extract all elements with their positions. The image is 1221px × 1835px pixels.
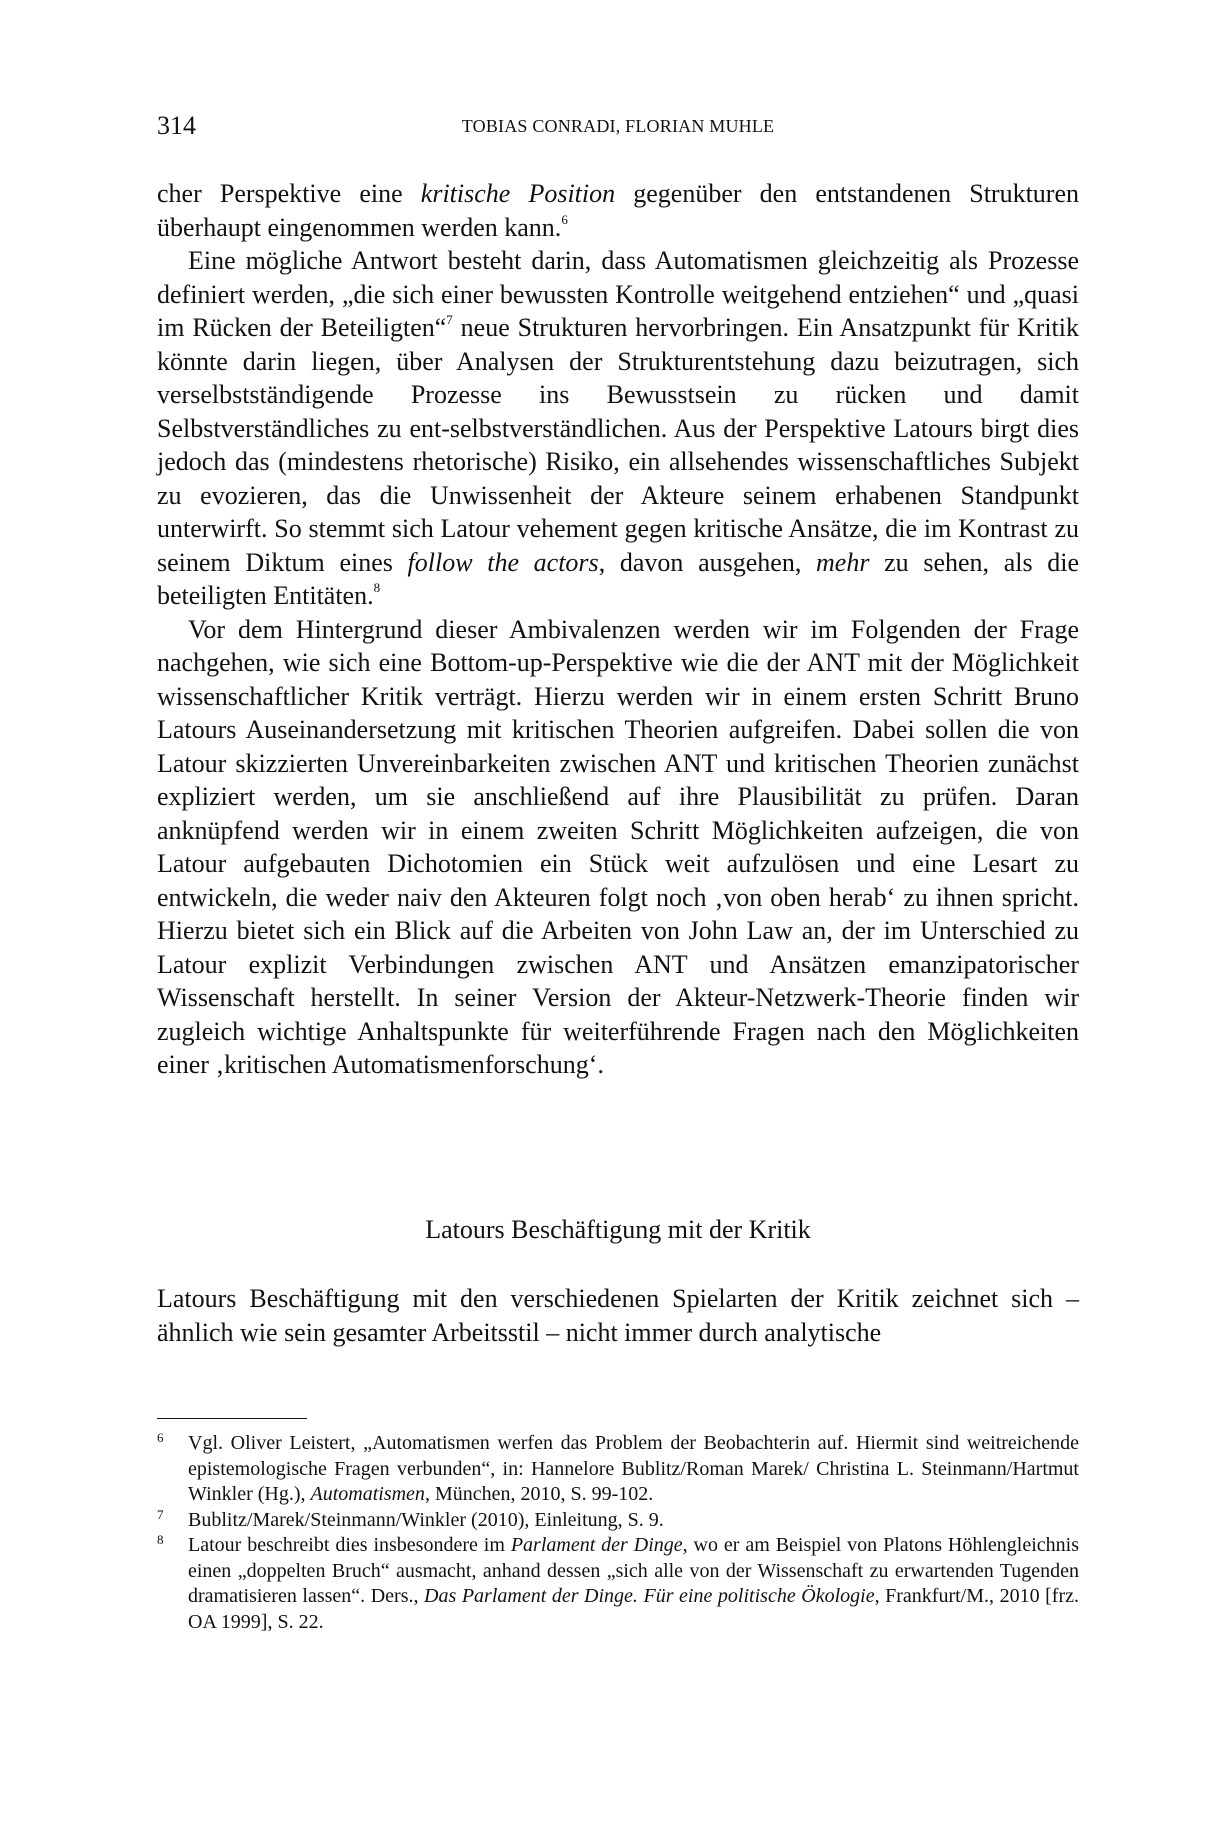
section-text [157, 1282, 1079, 1349]
footnote-8-emphasis-a: Parlament der Dinge [510, 1534, 683, 1556]
paragraph-2-text-d: zu sehen, als die beteiligten Entitäten. [157, 547, 1080, 610]
footnote-ref-6[interactable]: 6 [561, 211, 568, 227]
running-head: TOBIAS CONRADI, FLORIAN MUHLE [461, 116, 775, 136]
footnote-divider [157, 1418, 307, 1419]
footnote-6-text-a: Vgl. Oliver Leistert, „Automatismen werfen das Problem der Beobachterin auf. Hiermit sind weitreichende epistemologische Fragen verbunden“, in: Hannelore Bublitz/Roman Marek/ Christina L. Steinmann/Hartmut Winkler (Hg.), [188, 1432, 1079, 1505]
paragraph-2-text-b: neue Strukturen hervorbringen. Ein Ansatzpunkt für Kritik könnte darin liegen, über Analysen der Strukturentstehung dazu beizutragen, sich verselbstständigende Prozesse ins Bewusstsein zu rücken und damit Selbstverständliches zu ent-selbstverständlichen. Aus der Perspektive Latours birgt dies jedoch das (mindestens rhetorische) Risiko, ein allsehendes wissenschaftliches Subjekt zu evozieren, das die Unwissenheit der Akteure seinem erhabenen Standpunkt unterwirft. So stemmt sich Latour vehement gegen kritische Ansätze, die im Kontrast zu seinem Diktum eines [157, 313, 1080, 577]
paragraph-1 [157, 177, 1079, 244]
footnote-ref-8[interactable]: 8 [373, 580, 381, 596]
footnote-7-mark: 7 [157, 1506, 164, 1522]
paragraph-2-emphasis-a: follow the actors [407, 547, 599, 577]
footnote-8-text-b: , wo er am Beispiel von Platons Höhlengleichnis einen „doppelten Bruch“ ausmacht, anhand dessen „sich alle von der Wissenschaft zu erwartenden Tugenden dramatisieren lassen“. Ders., [188, 1534, 1079, 1607]
footnote-6 [157, 1431, 1079, 1508]
footnote-6-text-b: , München, 2010, S. 99-102. [424, 1483, 654, 1505]
footnote-6-mark: 6 [157, 1430, 164, 1445]
paragraph-2-text-a: Eine mögliche Antwort besteht darin, dass Automatismen gleichzeitig als Prozesse definiert werden, „die sich einer bewussten Kontrolle weitgehend entziehen“ und „quasi im Rücken der Beteiligten“ [157, 246, 1079, 342]
paragraph-2 [157, 244, 1079, 613]
footnote-8-text-c: , Frankfurt/M., 2010 [frz. OA 1999], S. 22. [188, 1585, 1079, 1633]
paragraph-1-emphasis: kritische Position [420, 179, 616, 208]
footnote-7-text: Bublitz/Marek/Steinmann/Winkler (2010), Einleitung, S. 9. [188, 1508, 664, 1531]
footnote-ref-7[interactable]: 7 [446, 312, 453, 328]
footnote-8-text-a: Latour beschreibt dies insbesondere im [188, 1534, 511, 1556]
paragraph-2-text-c: , davon ausgehen, [598, 547, 816, 577]
footnote-8-emphasis-b: Das Parlament der Dinge. Für eine politische Ökologie [424, 1585, 875, 1607]
footnote-8-mark: 8 [157, 1532, 164, 1547]
main-text [157, 177, 1079, 1082]
paragraph-1-text-b: gegenüber den entstandenen Strukturen überhaupt eingenommen werden kann. [157, 179, 1079, 242]
page-header [157, 108, 1079, 144]
footnote-8 [157, 1533, 1079, 1635]
page-number: 314 [157, 111, 196, 140]
section-paragraph: Latours Beschäftigung mit den verschiedenen Spielarten der Kritik zeichnet sich – ähnlich wie sein gesamter Arbeitsstil – nicht immer durch analytische [157, 1284, 1079, 1347]
section-heading: Latours Beschäftigung mit der Kritik [425, 1215, 811, 1244]
paragraph-2-emphasis-b: mehr [816, 547, 870, 577]
paragraph-3: Vor dem Hintergrund dieser Ambivalenzen werden wir im Folgenden der Frage nachgehen, wie sich eine Bottom-up-Perspektive wie die der ANT mit der Möglichkeit wissenschaftlicher Kritik verträgt. Hierzu werden wir in einem ersten Schritt Bruno Latours Auseinandersetzung mit kritischen Theorien aufgreifen. Dabei sollen die von Latour skizzierten Unvereinbarkeiten zwischen ANT und kritischen Theorien zunächst expliziert werden, um sie anschließend auf ihre Plausibilität zu prüfen. Daran anknüpfend werden wir in einem zweiten Schritt Möglichkeiten aufzeigen, die von Latour aufgebauten Dichotomien ein Stück weit aufzulösen und eine Lesart zu entwickeln, die weder naiv den Akteuren folgt noch ‚von oben herab‘ zu ihnen spricht. Hierzu bietet sich ein Blick auf die Arbeiten von John Law an, der im Unterschied zu Latour explizit Verbindungen zwischen ANT und Ansätzen emanzipatorischer Wissenschaft herstellt. In seiner Version der Akteur-Netzwerk-Theorie finden wir zugleich wichtige Anhaltspunkte für weiterführende Fragen nach den Möglichkeiten einer ‚kritischen Automatismenforschung‘. [157, 614, 1079, 1079]
footnote-7 [157, 1508, 1079, 1534]
paragraph-1-text-a: cher Perspektive eine [157, 179, 421, 208]
footnotes [157, 1431, 1079, 1635]
footnote-6-emphasis: Automatismen [310, 1483, 425, 1505]
